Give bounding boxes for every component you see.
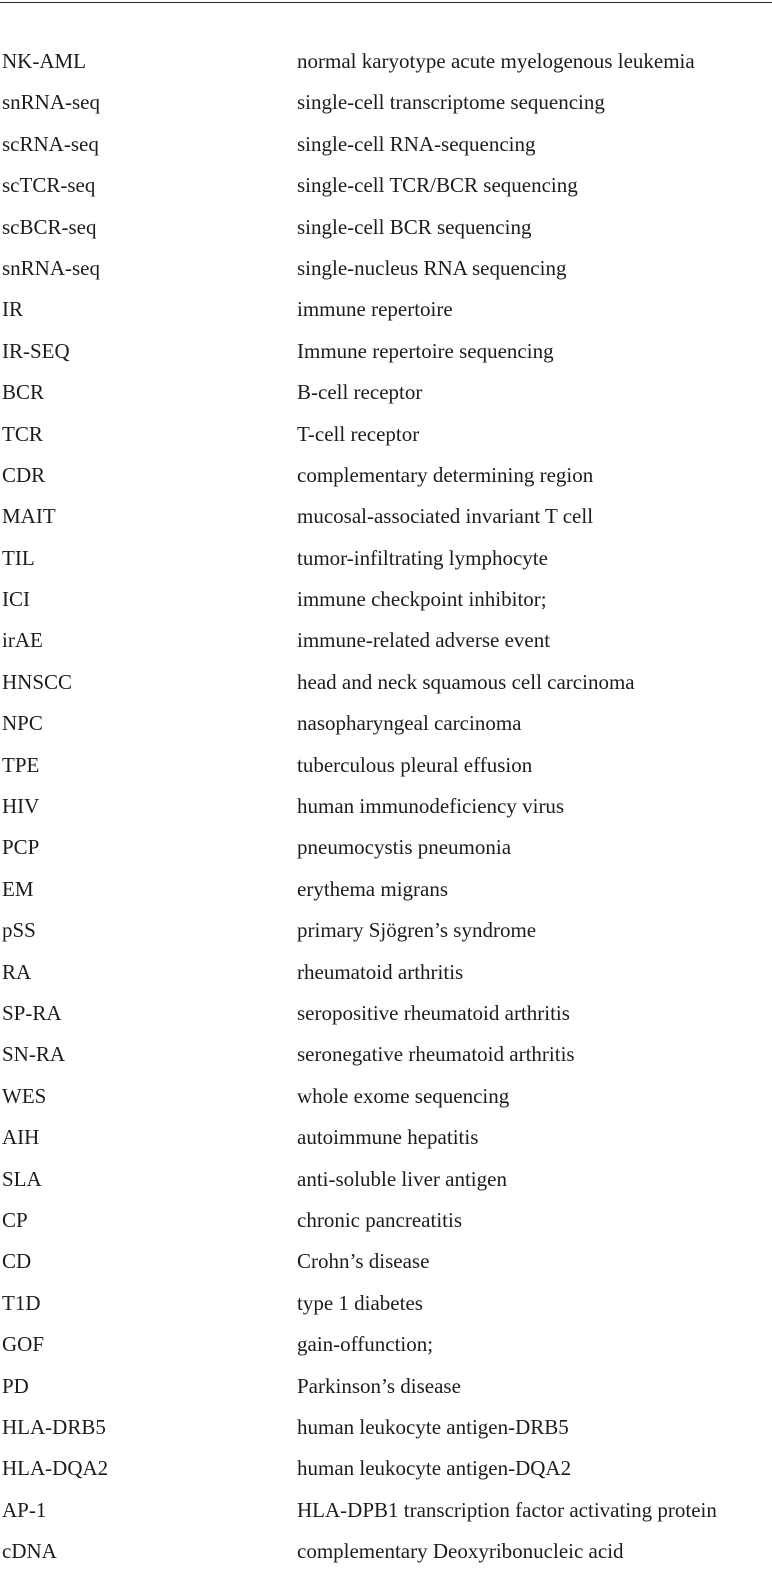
table-row — [0, 1531, 772, 1572]
table-row — [0, 827, 772, 868]
abbreviation-term: HLA-DQA2 — [2, 1456, 109, 1481]
table-row — [0, 993, 772, 1034]
abbreviation-term: cDNA — [2, 1539, 57, 1564]
abbreviation-definition: single-nucleus RNA sequencing — [297, 255, 567, 280]
table-row — [0, 579, 772, 620]
table-row — [0, 1283, 772, 1324]
abbreviation-term: HLA-DRB5 — [2, 1414, 106, 1439]
table-row — [0, 372, 772, 413]
abbreviation-term: pSS — [2, 918, 36, 943]
table-row — [0, 496, 772, 537]
abbreviation-definition: head and neck squamous cell carcinoma — [297, 669, 635, 694]
abbreviation-term: ICI — [2, 587, 30, 612]
abbreviation-term: scRNA-seq — [2, 131, 99, 156]
table-row — [0, 1076, 772, 1117]
abbreviations-table — [0, 41, 772, 1572]
abbreviation-term: snRNA-seq — [2, 90, 100, 115]
table-row — [0, 331, 772, 372]
abbreviation-term: PD — [2, 1373, 29, 1398]
abbreviation-definition: seropositive rheumatoid arthritis — [297, 1000, 570, 1025]
abbreviation-definition: immune repertoire — [297, 297, 453, 322]
abbreviation-term: TCR — [2, 421, 43, 446]
table-row — [0, 703, 772, 744]
table-row — [0, 1159, 772, 1200]
table-row — [0, 952, 772, 993]
abbreviation-definition: Crohn’s disease — [297, 1249, 430, 1274]
table-row — [0, 745, 772, 786]
abbreviation-definition: immune checkpoint inhibitor; — [297, 587, 547, 612]
abbreviation-definition: type 1 diabetes — [297, 1290, 423, 1315]
abbreviation-term: SN-RA — [2, 1042, 66, 1067]
table-row — [0, 289, 772, 330]
abbreviation-definition: single-cell transcriptome sequencing — [297, 90, 605, 115]
abbreviation-term: IR-SEQ — [2, 338, 70, 363]
abbreviation-definition: chronic pancreatitis — [297, 1207, 463, 1232]
table-row — [0, 207, 772, 248]
abbreviation-definition: HLA-DPB1 transcription factor activating protein — [297, 1497, 717, 1522]
table-row — [0, 41, 772, 82]
table-row — [0, 1407, 772, 1448]
abbreviation-definition: complementary Deoxyribonucleic acid — [297, 1539, 624, 1564]
abbreviation-term: MAIT — [2, 504, 56, 529]
abbreviation-definition: tuberculous pleural effusion — [297, 752, 533, 777]
abbreviation-term: SLA — [2, 1166, 42, 1191]
table-row — [0, 662, 772, 703]
abbreviation-definition: Immune repertoire sequencing — [297, 338, 554, 363]
abbreviation-definition: anti-soluble liver antigen — [297, 1166, 507, 1191]
abbreviation-term: CD — [2, 1249, 32, 1274]
abbreviation-term: WES — [2, 1083, 47, 1108]
table-row — [0, 538, 772, 579]
table-row — [0, 1490, 772, 1531]
abbreviation-definition: complementary determining region — [297, 462, 594, 487]
abbreviation-definition: B-cell receptor — [297, 380, 423, 405]
table-row — [0, 248, 772, 289]
abbreviation-definition: immune-related adverse event — [297, 628, 551, 653]
abbreviation-definition: seronegative rheumatoid arthritis — [297, 1042, 575, 1067]
abbreviation-term: scTCR-seq — [2, 173, 96, 198]
table-row — [0, 82, 772, 123]
abbreviation-term: SP-RA — [2, 1000, 62, 1025]
table-row — [0, 786, 772, 827]
abbreviation-term: AP-1 — [2, 1497, 47, 1522]
abbreviation-term: irAE — [2, 628, 43, 653]
table-row — [0, 1324, 772, 1365]
table-top-rule — [0, 2, 772, 3]
abbreviation-term: RA — [2, 959, 32, 984]
abbreviation-definition: tumor-infiltrating lymphocyte — [297, 545, 548, 570]
abbreviation-term: CDR — [2, 462, 46, 487]
table-row — [0, 620, 772, 661]
abbreviation-definition: single-cell RNA-sequencing — [297, 131, 536, 156]
abbreviation-definition: autoimmune hepatitis — [297, 1125, 479, 1150]
abbreviation-definition: whole exome sequencing — [297, 1083, 510, 1108]
table-row — [0, 1241, 772, 1282]
abbreviation-term: PCP — [2, 835, 40, 860]
abbreviation-definition: human immunodeficiency virus — [297, 794, 565, 819]
abbreviation-definition: human leukocyte antigen-DQA2 — [297, 1456, 572, 1481]
abbreviation-definition: single-cell TCR/BCR sequencing — [297, 173, 578, 198]
abbreviation-term: IR — [2, 297, 23, 322]
table-row — [0, 1366, 772, 1407]
table-row — [0, 455, 772, 496]
abbreviation-term: T1D — [2, 1290, 41, 1315]
table-row — [0, 1448, 772, 1489]
abbreviation-term: BCR — [2, 380, 45, 405]
abbreviation-definition: nasopharyngeal carcinoma — [297, 711, 522, 736]
table-row — [0, 124, 772, 165]
abbreviation-definition: gain-offunction; — [297, 1332, 434, 1357]
abbreviation-definition: human leukocyte antigen-DRB5 — [297, 1414, 569, 1439]
abbreviation-term: scBCR-seq — [2, 214, 97, 239]
abbreviation-term: NK-AML — [2, 49, 86, 73]
abbreviation-definition: Parkinson’s disease — [297, 1373, 461, 1398]
abbreviation-definition: rheumatoid arthritis — [297, 959, 464, 984]
abbreviation-term: GOF — [2, 1332, 45, 1357]
table-row — [0, 869, 772, 910]
abbreviation-term: snRNA-seq — [2, 255, 100, 280]
table-row — [0, 1034, 772, 1075]
abbreviation-term: NPC — [2, 711, 43, 736]
table-row — [0, 910, 772, 951]
table-row — [0, 1200, 772, 1241]
abbreviation-term: HNSCC — [2, 669, 73, 694]
abbreviation-definition: single-cell BCR sequencing — [297, 214, 532, 239]
abbreviation-definition: pneumocystis pneumonia — [297, 835, 512, 860]
abbreviation-term: TIL — [2, 545, 35, 570]
abbreviation-definition: normal karyotype acute myelogenous leukemia — [297, 49, 695, 73]
table-row — [0, 165, 772, 206]
abbreviation-term: CP — [2, 1207, 28, 1232]
abbreviation-definition: primary Sjögren’s syndrome — [297, 918, 537, 943]
abbreviation-definition: T-cell receptor — [297, 421, 420, 446]
abbreviation-term: EM — [2, 876, 34, 901]
abbreviation-term: TPE — [2, 752, 40, 777]
table-row — [0, 1117, 772, 1158]
table-row — [0, 414, 772, 455]
abbreviation-term: HIV — [2, 794, 40, 819]
abbreviation-term: AIH — [2, 1125, 40, 1150]
abbreviation-definition: erythema migrans — [297, 876, 449, 901]
abbreviation-definition: mucosal-associated invariant T cell — [297, 504, 594, 529]
